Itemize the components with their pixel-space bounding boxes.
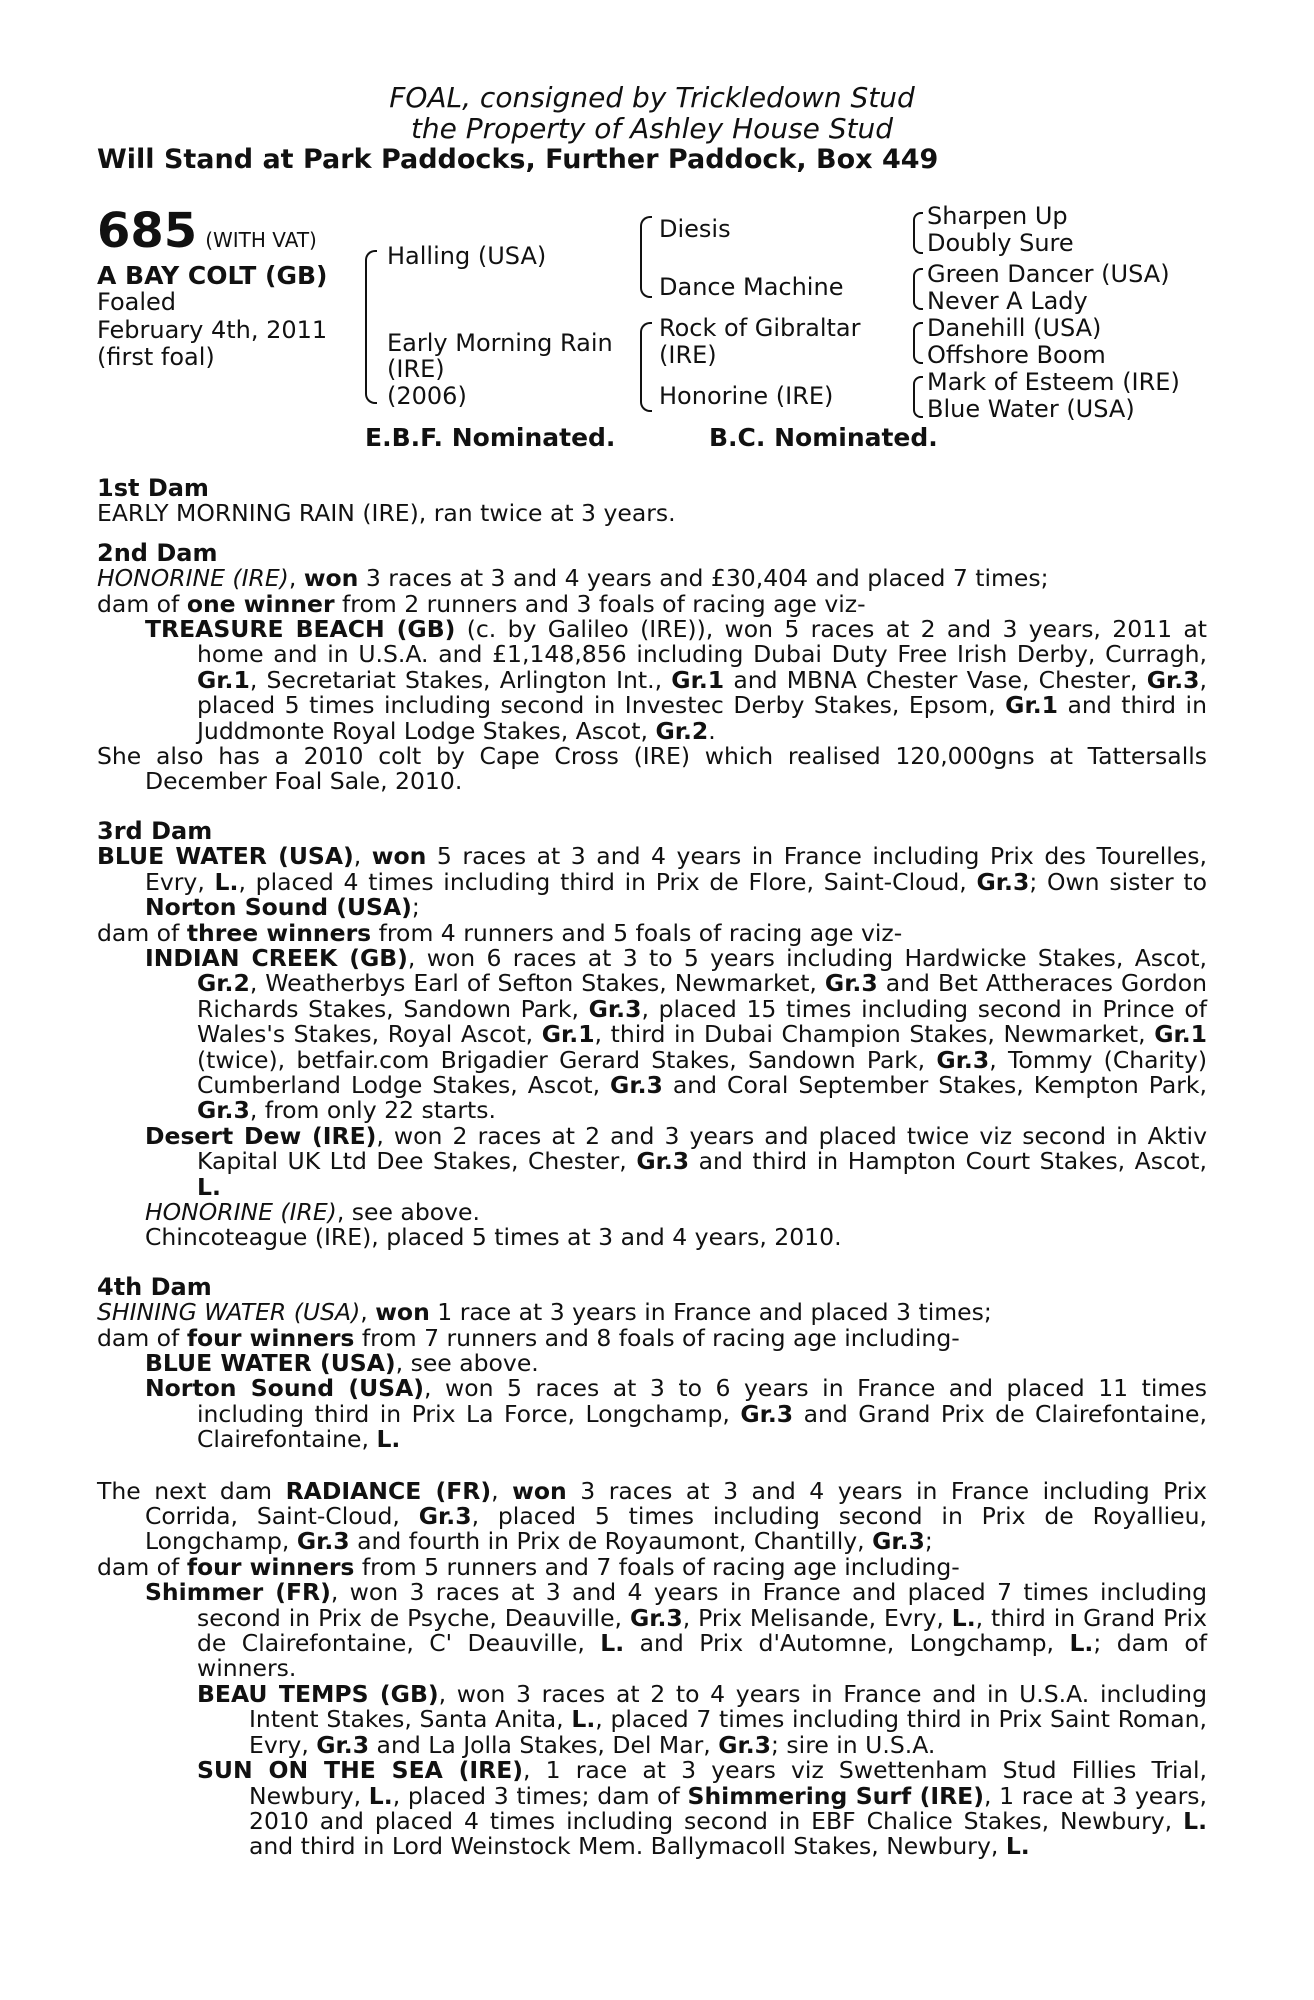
text: 3 races at 3 and 4 years in France including Prix Corrida, Saint-Cloud, (145, 1476, 1207, 1531)
dam-name-line1: Early Morning Rain (387, 329, 613, 357)
grade: Gr.3 (936, 1045, 990, 1074)
text: dam of (97, 1552, 187, 1581)
sire-sire-sire: Sharpen Up (927, 202, 1068, 230)
sire-sire-dam: Doubly Sure (927, 229, 1074, 257)
sire-dam: Dance Machine (659, 273, 844, 301)
won-label: won (371, 842, 427, 871)
horse-name: HONORINE (IRE) (145, 1197, 337, 1226)
text: , won 3 races at 2 to 4 years in France and in U.S.A. including Intent Stakes, Santa Anita, (249, 1679, 1207, 1734)
horse-name: Norton Sound (USA) (145, 893, 412, 922)
next-dam-entry (97, 1476, 1207, 1556)
text: from 5 runners and 7 foals of racing age including- (354, 1552, 960, 1581)
horse-name: SHINING WATER (USA) (97, 1298, 361, 1327)
text: , see above. (395, 1349, 539, 1377)
grade: Gr.3 (296, 1527, 350, 1556)
grade: Gr.3 (197, 1096, 250, 1125)
horse-name: Norton Sound (USA) (145, 1374, 425, 1403)
dam-sire-line1: Rock of Gibraltar (659, 314, 861, 342)
text: , won 5 races at 3 to 6 years in France and placed 11 times including third in Prix La Force, Longchamp, (197, 1374, 1207, 1428)
lot-name: A BAY COLT (GB) (97, 261, 328, 290)
pedigree-brace-3a (913, 212, 923, 254)
text: (c. by Galileo (IRE)), won 5 races at 2 and 3 years, 2011 at home and in U.S.A. and £1,148,856 including Dubai Duty Free Irish Derby, Curragh, (197, 615, 1207, 669)
winners-count: three winners (186, 918, 372, 947)
text: , placed 5 times including second in Investec Derby Stakes, Epsom, (197, 665, 1208, 720)
text: dam of (97, 1323, 187, 1352)
won-label: won (303, 564, 359, 593)
text: ; (411, 893, 420, 922)
text: , placed 3 times; dam of (392, 1781, 688, 1810)
won-label: won (512, 1476, 567, 1505)
horse-name: INDIAN CREEK (GB) (145, 943, 408, 972)
text: , 1 race at 3 years, 2010 and placed 4 times including second in EBF Chalice Stakes, Newbury, (249, 1781, 1207, 1835)
grade: Gr.3 (718, 1730, 772, 1759)
sire-sire: Diesis (659, 215, 731, 243)
grade: Gr.3 (588, 994, 642, 1023)
text: and third in Hampton Court Stakes, Ascot, (689, 1147, 1207, 1176)
foaled-label: Foaled (97, 288, 177, 316)
sire-dam-sire: Green Dancer (USA) (927, 260, 1170, 288)
consignor-line: FOAL, consigned by Trickledown Stud (389, 81, 915, 114)
horse-name: TREASURE BEACH (GB) (145, 615, 456, 644)
text: ; dam of winners. (197, 1629, 1207, 1683)
grade: L. (197, 1172, 221, 1201)
text: dam of (97, 589, 187, 618)
text: , placed 5 times including second in Prix de Royallieu, Longchamp, (145, 1502, 1207, 1556)
text: . (708, 716, 716, 745)
foaled-date: February 4th, 2011 (97, 316, 328, 344)
honorine-entry (97, 1197, 1207, 1226)
horse-name: RADIANCE (FR) (285, 1476, 492, 1505)
grade: Gr.3 (316, 1730, 370, 1759)
dam-sire-dam: Offshore Boom (927, 341, 1106, 369)
chincoteague-entry: Chincoteague (IRE), placed 5 times at 3 and 4 years, 2010. (145, 1223, 842, 1252)
text: 1 race at 3 years in France and placed 3 times; (429, 1298, 992, 1327)
text: , placed 7 times including third in Prix Saint Roman, Evry, (249, 1705, 1208, 1759)
grade: Gr.1 (541, 1020, 595, 1049)
grade: Gr.3 (1146, 665, 1200, 694)
grade: Gr.1 (1005, 691, 1058, 720)
lot-number: 685 (97, 203, 198, 259)
first-dam-heading: 1st Dam (97, 474, 209, 502)
grade: Gr.2 (197, 969, 250, 998)
text: 5 races at 3 and 4 years in France including Prix des Tourelles, Evry, (145, 842, 1207, 896)
bc-nomination: B.C. Nominated. (709, 423, 938, 452)
text: ; Own sister to (1029, 867, 1208, 896)
first-dam-text: EARLY MORNING RAIN (IRE), ran twice at 3 years. (97, 499, 676, 528)
horse-name: HONORINE (IRE) (97, 564, 289, 593)
text: and Grand Prix de Clairefontaine, Clairefontaine, (197, 1399, 1207, 1454)
text: , third in Grand Prix de Clairefontaine, C' Deauville, (197, 1603, 1207, 1658)
shining-water-entry (97, 1300, 1207, 1325)
treasure-beach-entry (97, 617, 1207, 744)
text: and La Jolla Stakes, Del Mar, (369, 1730, 719, 1759)
lot-number-block (97, 205, 317, 257)
horse-name: Desert Dew (IRE) (145, 1121, 377, 1150)
horse-name: Shimmering Surf (IRE) (687, 1781, 984, 1810)
first-foal-note: (first foal) (97, 343, 215, 371)
horse-name: BEAU TEMPS (GB) (197, 1679, 439, 1708)
grade: L. (368, 1781, 393, 1810)
text: , 1 race at 3 years viz Swettenham Stud Fillies Trial, Newbury, (249, 1756, 1207, 1810)
horse-name: SUN ON THE SEA (IRE) (197, 1756, 524, 1785)
grade: L. (951, 1603, 976, 1632)
dam-dam: Honorine (IRE) (659, 382, 834, 410)
text: , see above. (336, 1197, 480, 1226)
dam-dam-sire: Mark of Esteem (IRE) (927, 368, 1180, 396)
text: , (353, 842, 372, 871)
third-dam-damof (97, 918, 1207, 947)
fourth-dam-damof (97, 1323, 1207, 1352)
grade: L. (1069, 1629, 1094, 1658)
dam-sire-sire: Danehill (USA) (927, 314, 1102, 342)
text: , Prix Melisande, Evry, (682, 1603, 952, 1632)
text: , from only 22 starts. (249, 1096, 496, 1125)
sire-dam-dam: Never A Lady (927, 287, 1088, 315)
grade: Gr.3 (636, 1147, 690, 1176)
beau-temps-entry (97, 1679, 1208, 1759)
pedigree-brace-3b (913, 268, 923, 310)
pedigree-brace-3d (913, 376, 923, 418)
second-dam-heading: 2nd Dam (97, 538, 218, 567)
grade: Gr.3 (740, 1399, 794, 1428)
norton-sound-entry (97, 1376, 1207, 1452)
text: The next dam (97, 1476, 286, 1505)
produce-record (97, 476, 1207, 1860)
text: , Weatherbys Earl of Sefton Stakes, Newmarket, (249, 969, 825, 998)
grade: Gr.1 (671, 665, 725, 694)
sun-on-the-sea-entry (97, 1758, 1207, 1860)
also-note: She also has a 2010 colt by Cape Cross (IRE) which realised 120,000gns at Tattersalls December Foal Sale, 2010. (97, 742, 1207, 796)
indian-creek-entry (97, 943, 1208, 1125)
winners-count: one winner (186, 589, 335, 618)
text: and fourth in Prix de Royaumont, Chantilly, (349, 1527, 873, 1556)
grade: Gr.1 (1154, 1020, 1207, 1049)
text: and third in Juddmonte Royal Lodge Stakes, Ascot, (197, 691, 1207, 745)
text: , won 3 races at 3 and 4 years in France and placed 7 times including second in Prix de Psyche, Deauville, (197, 1578, 1207, 1632)
pedigree-brace-3c (913, 322, 923, 364)
grade: Gr.3 (629, 1603, 683, 1632)
dam-dam-dam: Blue Water (USA) (927, 395, 1135, 423)
grade: Gr.1 (197, 665, 250, 694)
text: , placed 15 times including second in Prince of Wales's Stakes, Royal Ascot, (197, 994, 1207, 1049)
dam-name-line2: (IRE) (387, 355, 445, 383)
text: ; (924, 1527, 933, 1556)
text: , third in Dubai Champion Stakes, Newmarket, (594, 1020, 1155, 1049)
spacer (97, 1453, 1207, 1479)
text: , placed 4 times including third in Prix de Flore, Saint-Cloud, (238, 867, 977, 896)
grade: Gr.3 (824, 969, 878, 998)
grade: L. (376, 1425, 401, 1454)
third-dam-heading: 3rd Dam (97, 816, 213, 845)
grade: L. (600, 1629, 625, 1658)
text: from 2 runners and 3 foals of racing age viz- (334, 589, 866, 618)
text: (twice), betfair.com Brigadier Gerard Stakes, Sandown Park, (197, 1045, 937, 1074)
sire-name: Halling (USA) (387, 242, 547, 270)
grade: L. (214, 867, 239, 896)
blue-water-entry (97, 844, 1207, 920)
text: and Prix d'Automne, Longchamp, (624, 1629, 1070, 1658)
grade: Gr.3 (610, 1070, 663, 1099)
text: 3 races at 3 and 4 years and £30,404 and placed 7 times; (358, 564, 1049, 593)
next-dam-damof (97, 1552, 1207, 1581)
text: , (491, 1476, 513, 1505)
ebf-nomination: E.B.F. Nominated. (365, 423, 616, 452)
grade: Gr.3 (976, 867, 1030, 896)
pedigree-brace-1 (365, 250, 377, 404)
dam-foaled-year: (2006) (387, 382, 467, 410)
text: dam of (97, 918, 187, 947)
grade: L. (1005, 1832, 1030, 1861)
text: , Secretariat Stakes, Arlington Int., (249, 665, 672, 694)
horse-name: Shimmer (FR) (145, 1578, 331, 1607)
text: from 7 runners and 8 foals of racing age including- (354, 1323, 960, 1352)
grade: Gr.3 (872, 1527, 925, 1556)
text: from 4 runners and 5 foals of racing age viz- (371, 918, 903, 947)
horse-name: BLUE WATER (USA) (97, 842, 354, 871)
text: and Bet Attheraces Gordon Richards Stakes, Sandown Park, (197, 969, 1207, 1023)
text: , won 2 races at 2 and 3 years and placed twice viz second in Aktiv Kapital UK Ltd Dee Stakes, Chester, (197, 1121, 1207, 1176)
vat-note: (WITH VAT) (205, 228, 317, 252)
stand-location: Will Stand at Park Paddocks, Further Paddock, Box 449 (97, 144, 939, 175)
text: ; sire in U.S.A. (771, 1730, 936, 1759)
text: , (288, 564, 304, 593)
desert-dew-entry (97, 1121, 1207, 1201)
grade: L. (1183, 1806, 1207, 1835)
shimmer-entry (97, 1580, 1207, 1682)
text: and third in Lord Weinstock Mem. Ballymacoll Stakes, Newbury, (249, 1832, 1006, 1861)
won-label: won (375, 1298, 430, 1327)
second-dam-line2 (97, 589, 1207, 618)
grade: L. (571, 1705, 596, 1734)
text: and Coral September Stakes, Kempton Park, (662, 1070, 1207, 1099)
pedigree-brace-2a (640, 216, 652, 298)
winners-count: four winners (186, 1323, 355, 1352)
text: , won 6 races at 3 to 5 years including Hardwicke Stakes, Ascot, (407, 943, 1208, 972)
property-line: the Property of Ashley House Stud (410, 112, 894, 145)
second-dam-line1 (97, 566, 1207, 591)
grade: Gr.3 (418, 1502, 472, 1531)
text: , Tommy (Charity) Cumberland Lodge Stakes, Ascot, (197, 1045, 1207, 1099)
pedigree-brace-2b (640, 322, 652, 412)
text: , (360, 1298, 376, 1327)
fourth-dam-heading: 4th Dam (97, 1272, 212, 1301)
grade: Gr.2 (655, 716, 709, 745)
winners-count: four winners (186, 1552, 355, 1581)
horse-name: BLUE WATER (USA) (145, 1349, 396, 1377)
dam-sire-line2: (IRE) (659, 341, 717, 369)
blue-water-ref (97, 1351, 1207, 1376)
text: and MBNA Chester Vase, Chester, (724, 665, 1147, 694)
